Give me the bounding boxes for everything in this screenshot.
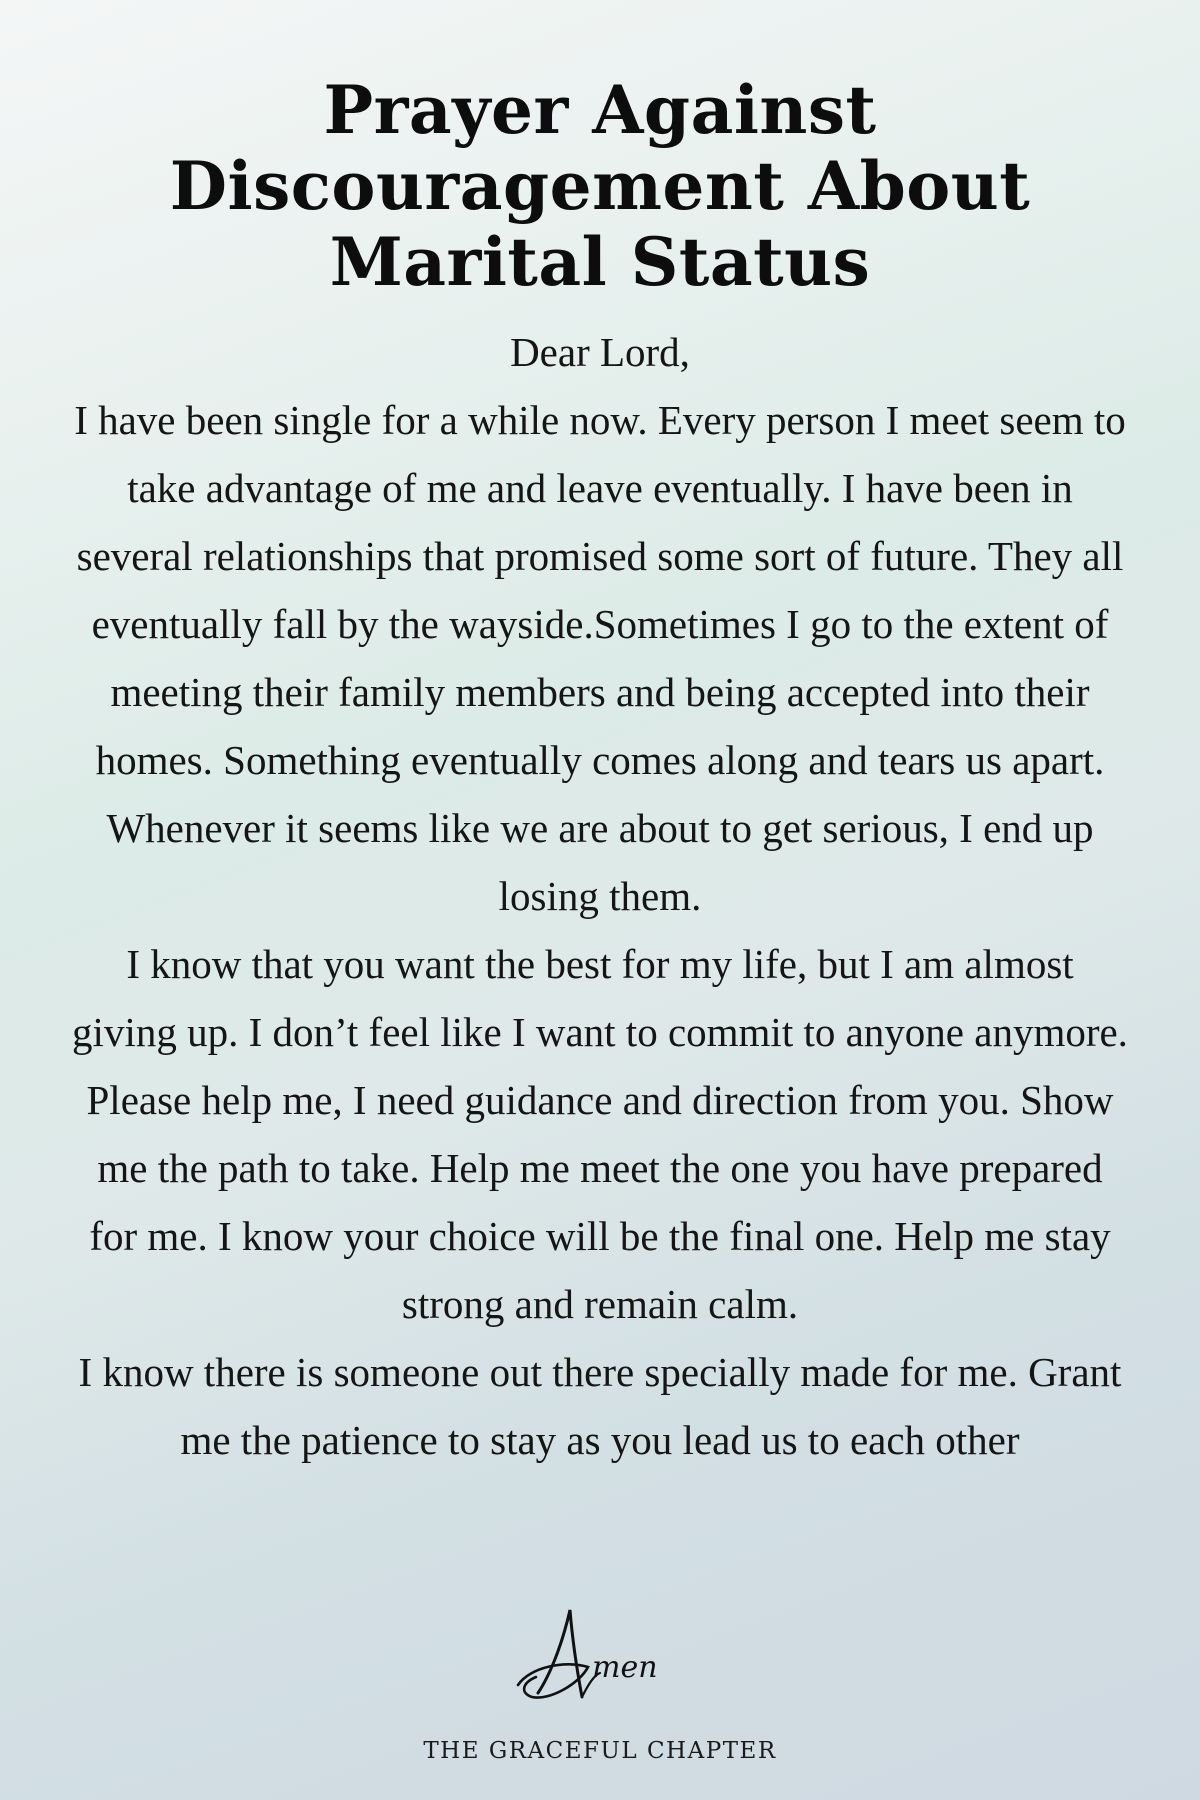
brand-footer: THE GRACEFUL CHAPTER bbox=[423, 1738, 777, 1764]
title-line-1: Prayer Against bbox=[323, 71, 877, 149]
prayer-paragraph-3: I know there is someone out there specially made for me. Grant me the patience to stay as you lead us to each other bbox=[78, 1349, 1122, 1463]
amen-signature bbox=[510, 1605, 690, 1715]
prayer-body bbox=[70, 318, 1130, 1474]
amen-text: men bbox=[592, 1650, 658, 1685]
prayer-paragraph-2: I know that you want the best for my life, but I am almost giving up. I don’t feel like I want to commit to anyone anymore. Please help me, I need guidance and direction from you. Show me the path to take. Help me meet the one you have prepared for me. I know your choice will be the final one. Help me stay strong and remain calm. bbox=[72, 941, 1128, 1327]
page-title bbox=[100, 72, 1100, 300]
prayer-paragraph-1: I have been single for a while now. Every person I meet seem to take advantage of me and leave eventually. I have been in several relationships that promised some sort of future. They all eventually fall by the wayside.Sometimes I go to the extent of meeting their family members and being accepted into their homes. Something eventually comes along and tears us apart. Whenever it seems like we are about to get serious, I end up losing them. bbox=[74, 397, 1126, 919]
title-line-2: Discouragement About bbox=[169, 147, 1031, 225]
title-line-3: Marital Status bbox=[329, 223, 871, 301]
salutation: Dear Lord, bbox=[510, 329, 690, 375]
